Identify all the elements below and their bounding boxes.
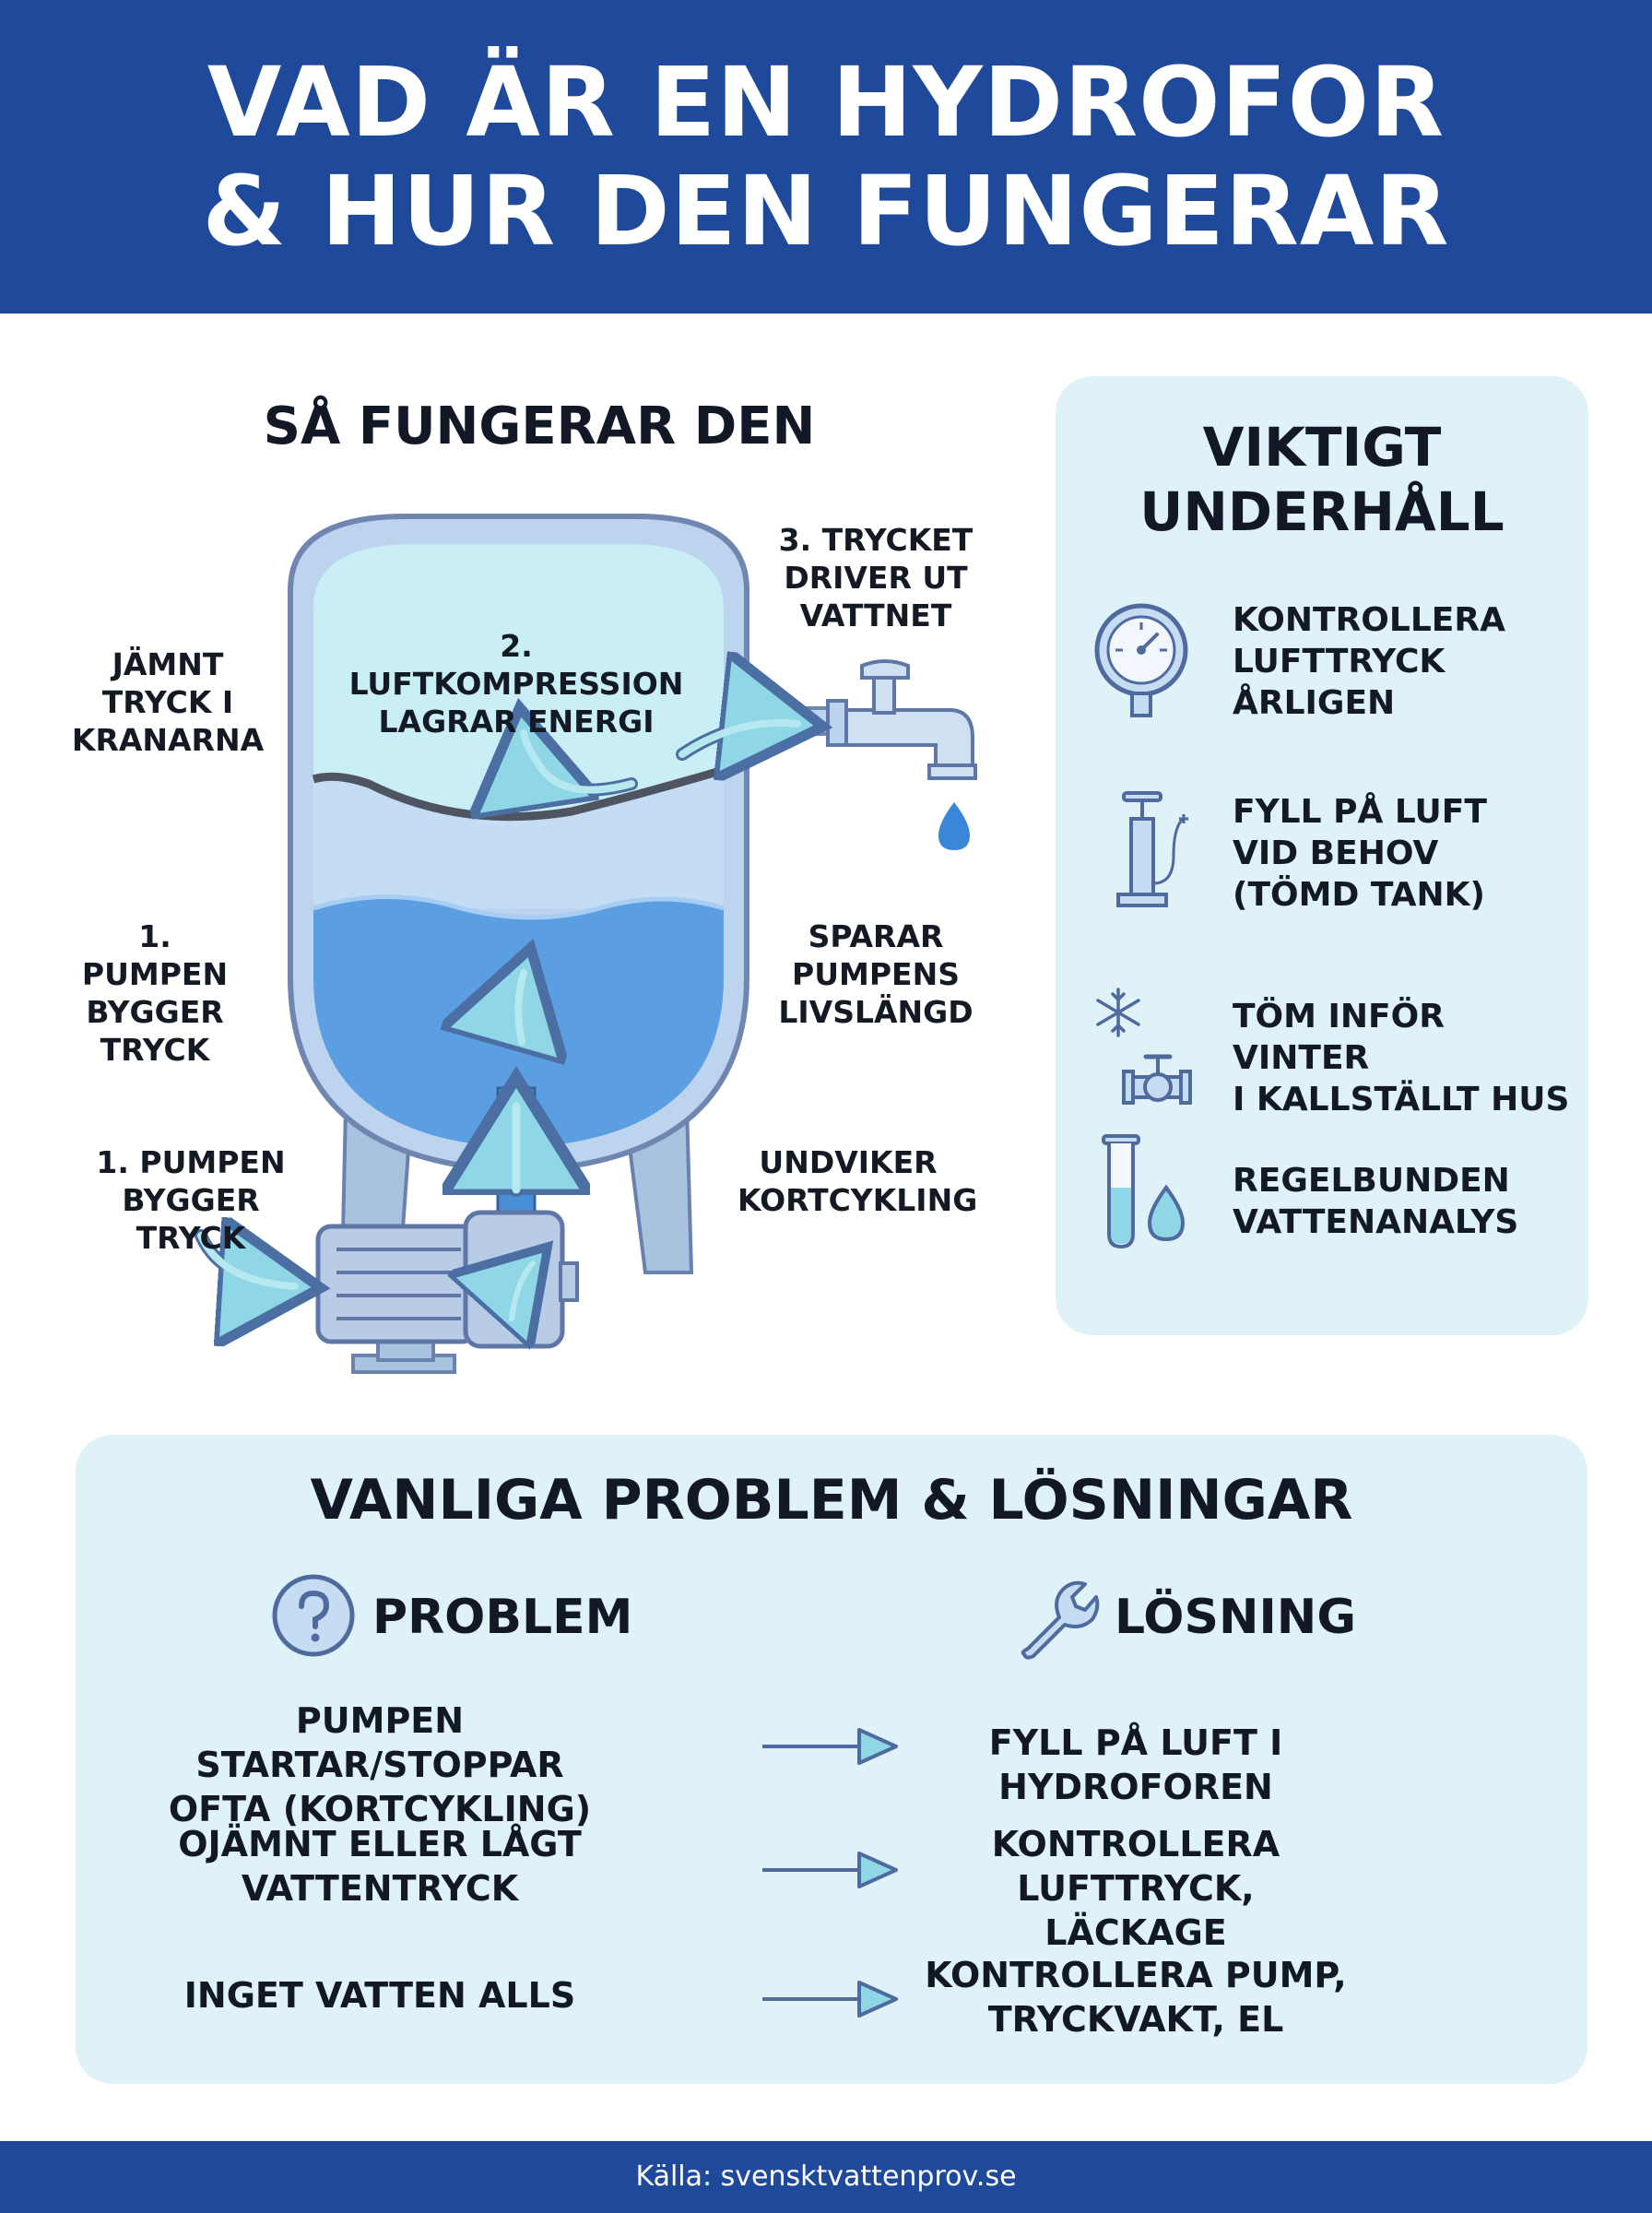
problem-row xyxy=(76,1698,1587,1829)
footer-source xyxy=(0,2141,1652,2213)
page-title-line-1: VAD ÄR EN HYDROFOR xyxy=(206,46,1446,159)
label-saves-pump: SPARAR PUMPENS LIVSLÄNGD xyxy=(778,918,974,1030)
maintenance-item xyxy=(1056,1160,1588,1298)
problems-panel xyxy=(76,1435,1587,2084)
maintenance-panel xyxy=(1056,376,1588,1335)
problem-row xyxy=(76,1822,1587,1953)
label-air-compression: 2. LUFTKOMPRESSION LAGRAR ENERGI xyxy=(348,628,684,740)
maintenance-item xyxy=(1056,996,1588,1134)
faucet-icon xyxy=(828,661,975,850)
problem-text: OJÄMNT ELLER LÅGT VATTENTRYCK xyxy=(178,1824,582,1909)
snowflake-valve-icon xyxy=(1091,985,1192,1105)
label-even-pressure: JÄMNT TRYCK I KRANARNA xyxy=(71,646,265,758)
maintenance-text: REGELBUNDEN VATTENANALYS xyxy=(1233,1162,1519,1241)
label-avoids-cycling: UNDVIKER KORTCYKLING xyxy=(738,1144,978,1218)
problems-title: VANLIGA PROBLEM & LÖSNINGAR xyxy=(310,1468,1353,1533)
source-link[interactable]: Källa: svensktvattenprov.se xyxy=(635,2160,1017,2193)
problem-text: INGET VATTEN ALLS xyxy=(183,1975,576,2016)
how-it-works-title: SÅ FUNGERAR DEN xyxy=(263,396,816,456)
solution-column-header xyxy=(1011,1571,1398,1663)
problem-row xyxy=(76,1953,1587,2054)
problem-header-label: PROBLEM xyxy=(372,1590,633,1645)
pump-motor-icon xyxy=(318,1213,577,1372)
test-tube-icon xyxy=(1091,1132,1192,1252)
problem-column-header xyxy=(269,1571,638,1663)
label-pump-builds-bottom: 1. PUMPEN BYGGER TRYCK xyxy=(96,1144,286,1256)
maintenance-item xyxy=(1056,599,1588,738)
label-pump-builds-side: 1. PUMPEN BYGGER TRYCK xyxy=(81,918,229,1068)
maintenance-title: VIKTIGT UNDERHÅLL xyxy=(1139,416,1504,543)
solution-text: KONTROLLERA LUFTTRYCK, LÄCKAGE xyxy=(991,1824,1280,1953)
solution-text: KONTROLLERA PUMP, TRYCKVAKT, EL xyxy=(925,1955,1347,2040)
pressure-gauge-icon xyxy=(1091,599,1192,719)
solution-header-label: LÖSNING xyxy=(1115,1590,1357,1645)
label-pressure-drives: 3. TRYCKET DRIVER UT VATTNET xyxy=(778,522,974,633)
problem-text: PUMPEN STARTAR/STOPPAR OFTA (KORTCYKLING) xyxy=(168,1700,592,1829)
maintenance-item xyxy=(1056,791,1588,929)
page-title-line-2: & HUR DEN FUNGERAR xyxy=(202,155,1450,267)
maintenance-text: KONTROLLERA LUFTTRYCK ÅRLIGEN xyxy=(1233,601,1505,722)
question-mark-icon xyxy=(269,1571,358,1660)
wrench-icon xyxy=(1011,1571,1100,1660)
solution-text: FYLL PÅ LUFT I HYDROFOREN xyxy=(988,1722,1283,1807)
maintenance-text: FYLL PÅ LUFT VID BEHOV (TÖMD TANK) xyxy=(1233,793,1487,914)
air-pump-icon xyxy=(1091,791,1192,911)
maintenance-text: TÖM INFÖR VINTER I KALLSTÄLLT HUS xyxy=(1233,998,1570,1118)
